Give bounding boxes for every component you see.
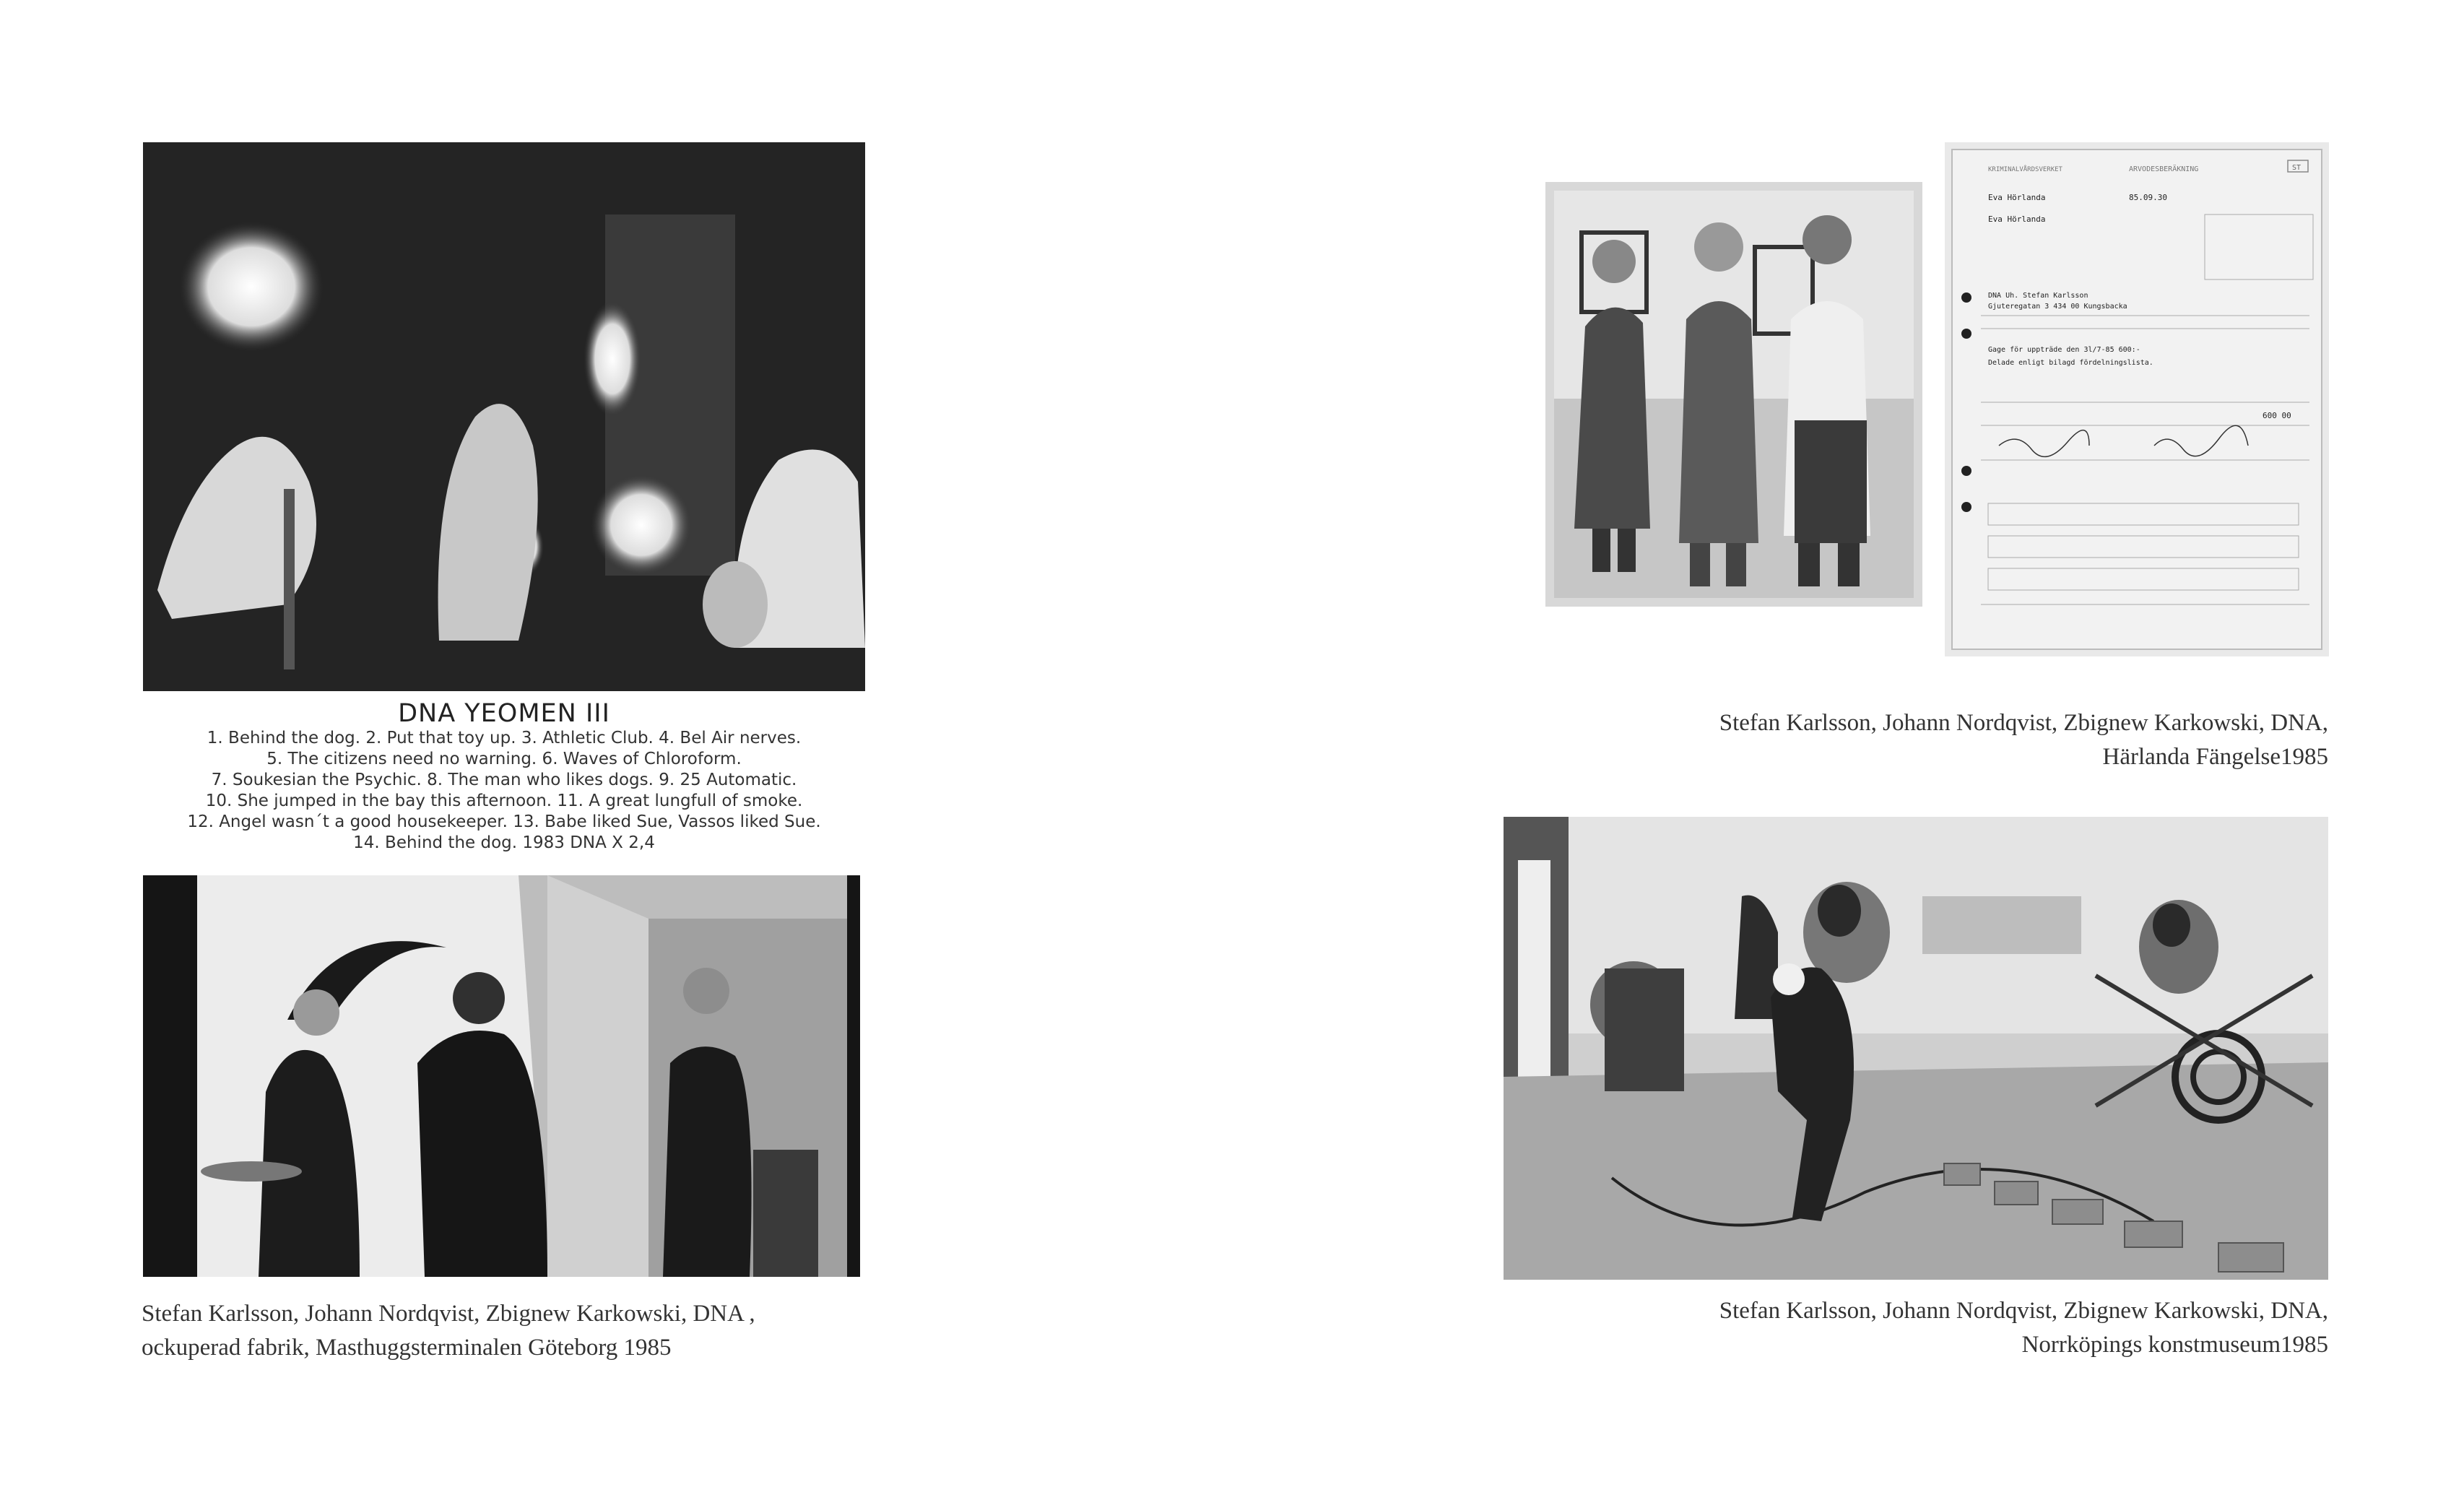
tracklist-line: 14. Behind the dog. 1983 DNA X 2,4 [353, 833, 655, 852]
tracklist [143, 728, 865, 854]
document-header-left: KRIMINALVÅRDSVERKET [1988, 166, 2062, 173]
document-badge: ST [2292, 164, 2302, 172]
document-text-1: Gage för uppträde den 3l/7-85 600:- [1988, 346, 2140, 354]
three-men-photo [1545, 182, 1922, 607]
document-date: 85.09.30 [2129, 193, 2167, 202]
caption-line: Stefan Karlsson, Johann Nordqvist, Zbignew Karkowski, DNA, [1719, 1298, 2328, 1324]
tracklist-line: 7. Soukesian the Psychic. 8. The man who likes dogs. 9. 25 Automatic. [211, 771, 797, 789]
document-name-2: Eva Hörlanda [1988, 214, 2046, 224]
band-factory-photo [143, 875, 860, 1277]
tracklist-line: 5. The citizens need no warning. 6. Waves of Chloroform. [266, 750, 742, 768]
document-address: Gjuteregatan 3 434 00 Kungsbacka [1988, 303, 2127, 311]
caption-line: Stefan Karlsson, Johann Nordqvist, Zbignew Karkowski, DNA, [1719, 710, 2328, 736]
caption-harlanda [1534, 706, 2328, 774]
document-amount: 600 00 [2263, 411, 2291, 420]
album-title: DNA YEOMEN III [398, 699, 610, 728]
caption-line: Norrköpings konstmuseum1985 [2021, 1332, 2328, 1358]
caption-factory [142, 1297, 1008, 1365]
tracklist-line: 10. She jumped in the bay this afternoon. 11. A great lungfull of smoke. [205, 792, 803, 810]
caption-line: Härlanda Fängelse1985 [2102, 744, 2328, 770]
museum-cement-mixers-photo [1504, 817, 2328, 1280]
document-header-right: ARVODESBERÄKNING [2129, 165, 2199, 173]
caption-norrkoping [1534, 1294, 2328, 1362]
caption-line: ockuperad fabrik, Masthuggsterminalen Göteborg 1985 [142, 1335, 672, 1361]
concert-photo-dna-yeomen [143, 142, 865, 691]
document-name-1: Eva Hörlanda [1988, 193, 2046, 202]
tracklist-line: 1. Behind the dog. 2. Put that toy up. 3. Athletic Club. 4. Bel Air nerves. [207, 729, 802, 747]
document-text-2: Delade enligt bilagd fördelningslista. [1988, 359, 2153, 367]
tracklist-line: 12. Angel wasn´t a good housekeeper. 13. Babe liked Sue, Vassos liked Sue. [187, 812, 821, 831]
document-payee: DNA Uh. Stefan Karlsson [1988, 292, 2088, 300]
caption-line: Stefan Karlsson, Johann Nordqvist, Zbignew Karkowski, DNA , [142, 1301, 755, 1327]
fee-document-scan [1945, 142, 2329, 656]
